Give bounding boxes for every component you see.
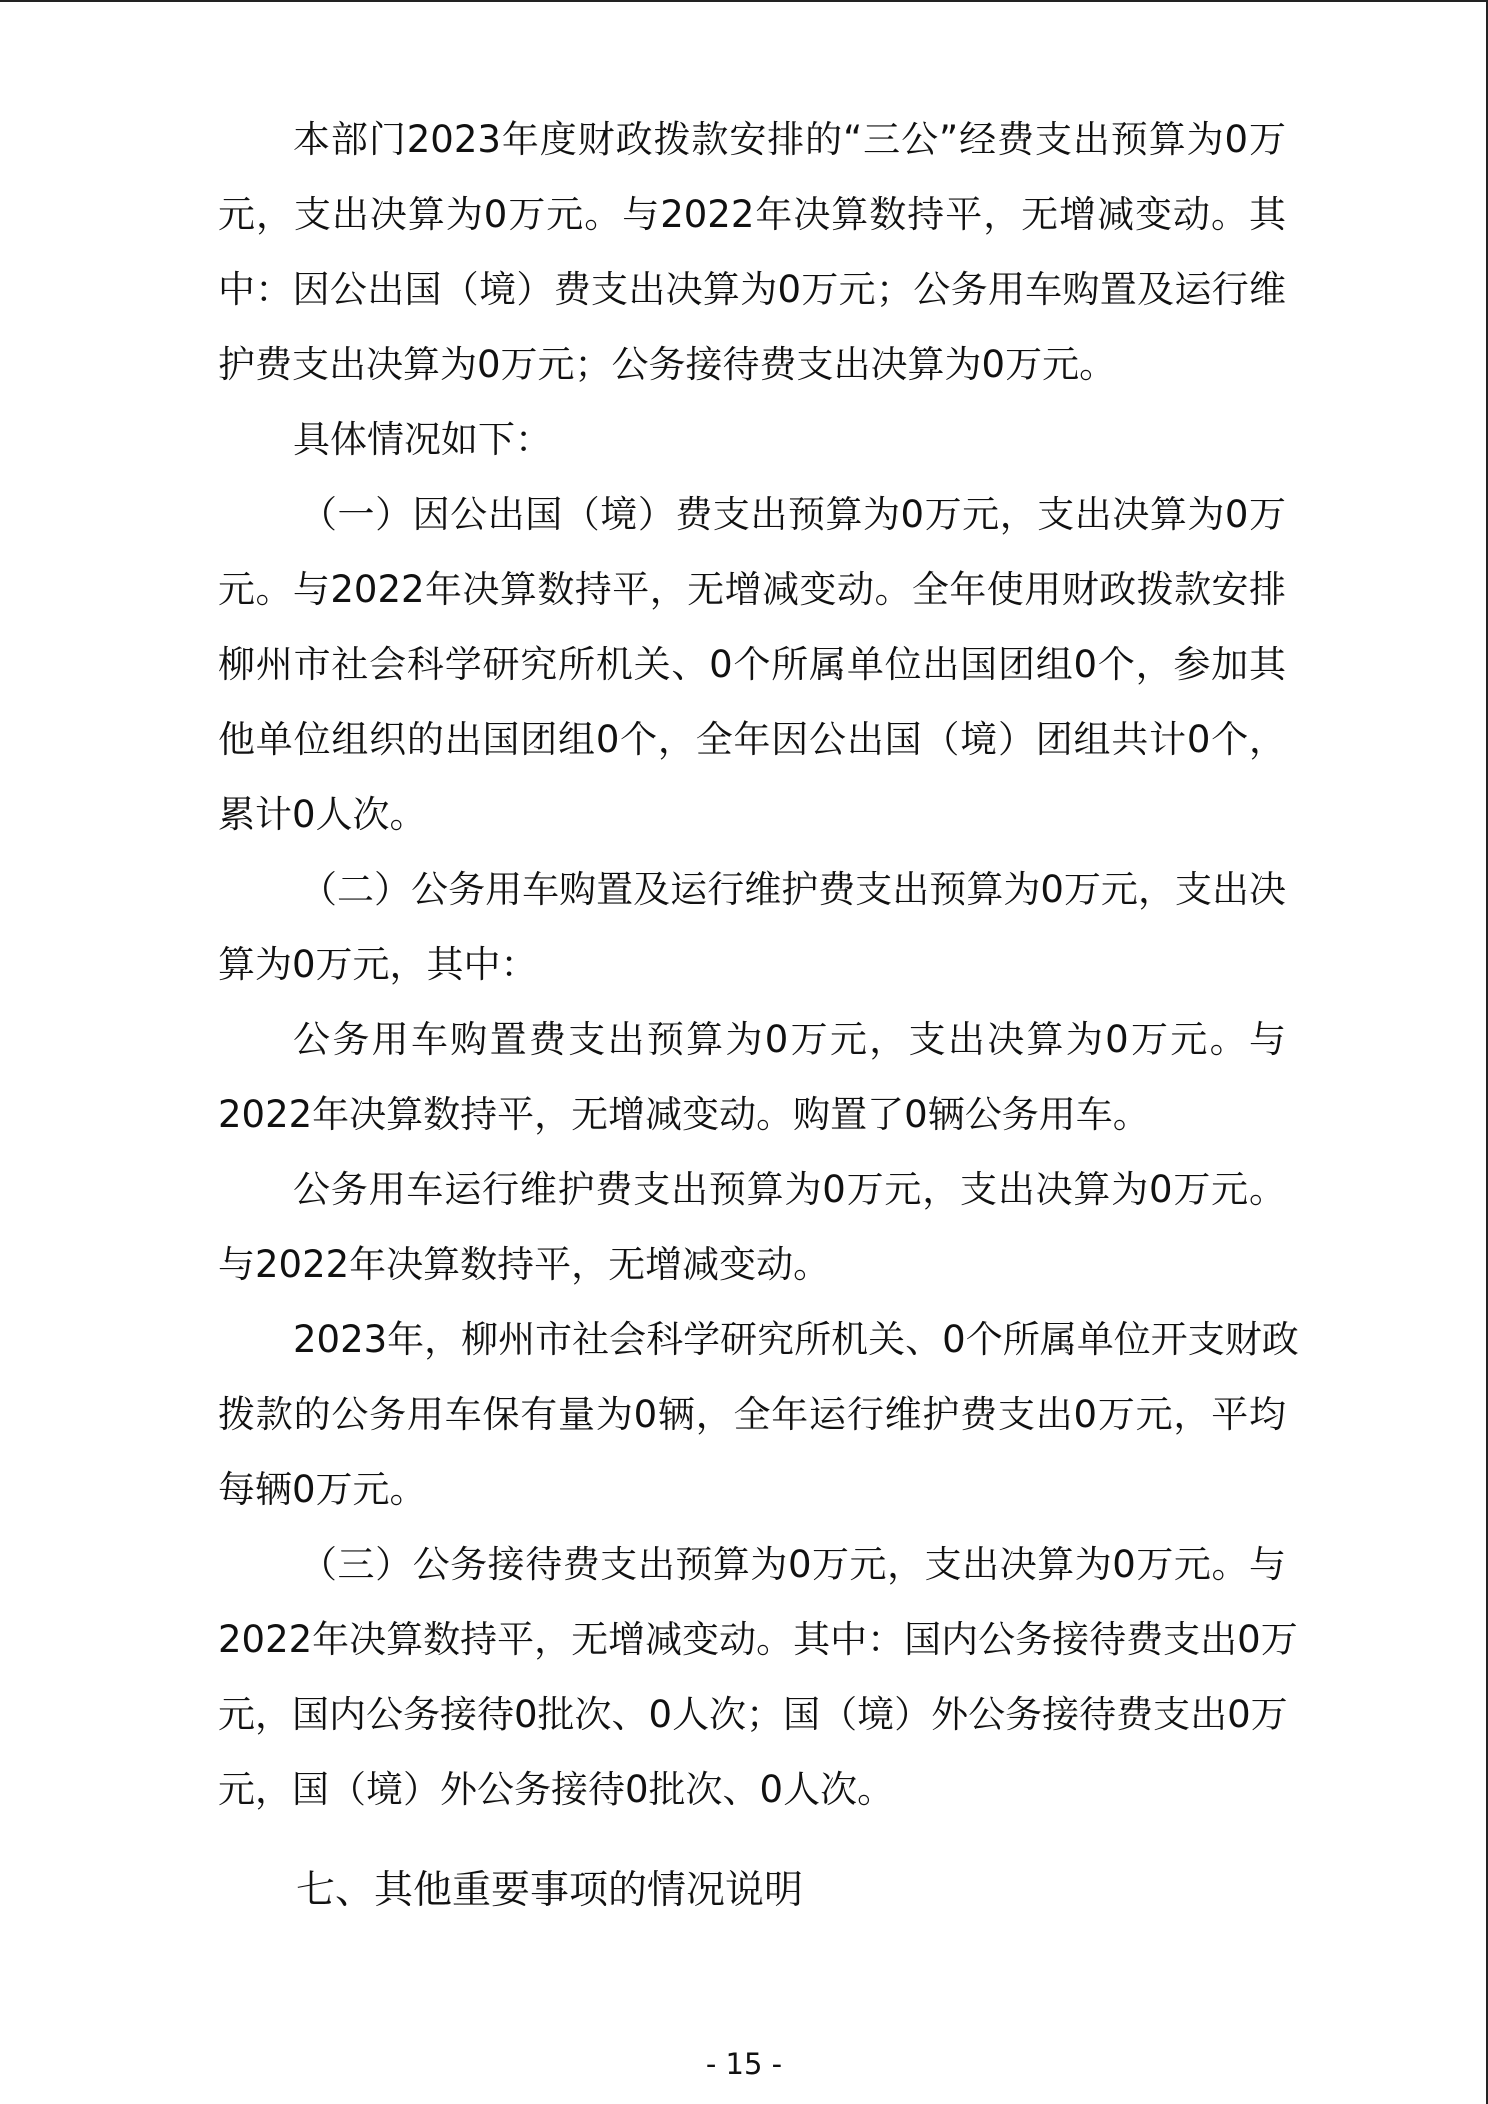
paragraph-line: 2023年，柳州市社会科学研究所机关、0个所属单位开支财政 bbox=[293, 1318, 1299, 1361]
paragraph-line: 2022年决算数持平，无增减变动。购置了0辆公务用车。 bbox=[218, 1093, 1150, 1136]
paragraph-line: 元，国（境）外公务接待0批次、0人次。 bbox=[218, 1768, 895, 1811]
page-border-top bbox=[0, 0, 1488, 2]
page-number: - 15 - bbox=[705, 2047, 783, 2081]
paragraph-line: 中：因公出国（境）费支出决算为0万元；公务用车购置及运行维 bbox=[218, 268, 1286, 311]
paragraph-line: 累计0人次。 bbox=[218, 793, 427, 836]
paragraph-line: 柳州市社会科学研究所机关、0个所属单位出国团组0个，参加其 bbox=[218, 643, 1286, 686]
paragraph-line: 与2022年决算数持平，无增减变动。 bbox=[218, 1243, 831, 1286]
paragraph-line: 公务用车运行维护费支出预算为0万元，支出决算为0万元。 bbox=[293, 1168, 1286, 1211]
paragraph-line: （一）因公出国（境）费支出预算为0万元，支出决算为0万 bbox=[300, 493, 1286, 536]
paragraph-line: 2022年决算数持平，无增减变动。其中：国内公务接待费支出0万 bbox=[218, 1618, 1298, 1661]
section-heading: 七、其他重要事项的情况说明 bbox=[296, 1868, 804, 1913]
paragraph-line: 元。与2022年决算数持平，无增减变动。全年使用财政拨款安排 bbox=[218, 568, 1286, 611]
paragraph-line: 护费支出决算为0万元；公务接待费支出决算为0万元。 bbox=[218, 343, 1117, 386]
paragraph-line: 元，国内公务接待0批次、0人次；国（境）外公务接待费支出0万 bbox=[218, 1693, 1288, 1736]
paragraph-line: （二）公务用车购置及运行维护费支出预算为0万元，支出决 bbox=[300, 868, 1286, 911]
paragraph-line: 他单位组织的出国团组0个，全年因公出国（境）团组共计0个， bbox=[218, 718, 1286, 761]
paragraph-line: 拨款的公务用车保有量为0辆，全年运行维护费支出0万元，平均 bbox=[218, 1393, 1286, 1436]
document-body bbox=[218, 102, 1299, 1827]
paragraph-line: 元，支出决算为0万元。与2022年决算数持平，无增减变动。其 bbox=[218, 193, 1286, 236]
paragraph-line: 每辆0万元。 bbox=[218, 1468, 427, 1511]
paragraph-line: 具体情况如下： bbox=[293, 418, 552, 461]
paragraph-line: （三）公务接待费支出预算为0万元，支出决算为0万元。与 bbox=[300, 1543, 1286, 1586]
paragraph-line: 本部门2023年度财政拨款安排的“三公”经费支出预算为0万 bbox=[293, 118, 1286, 161]
paragraph-line: 公务用车购置费支出预算为0万元，支出决算为0万元。与 bbox=[293, 1018, 1286, 1061]
paragraph-line: 算为0万元，其中： bbox=[218, 943, 538, 986]
